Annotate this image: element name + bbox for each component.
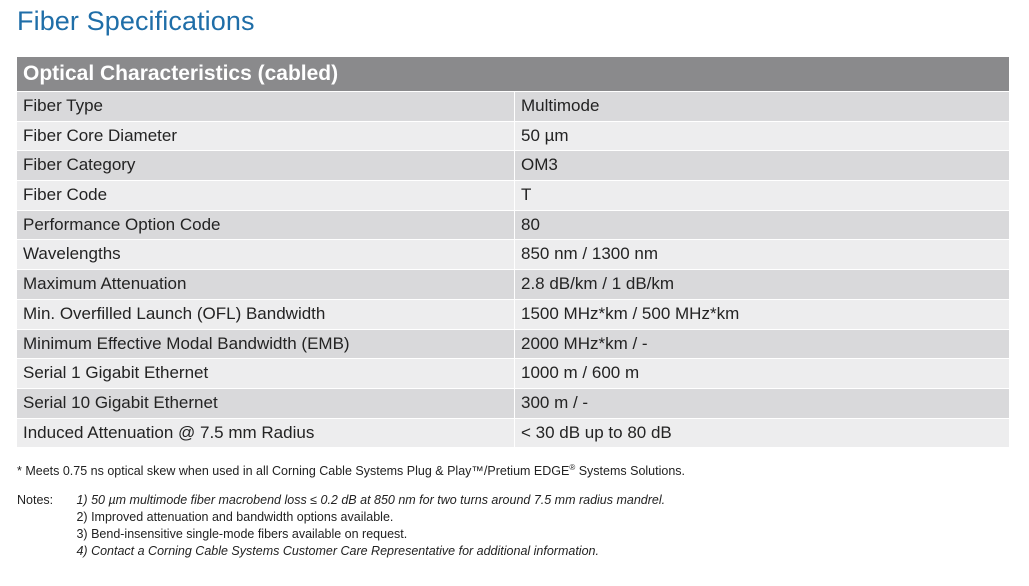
table-header: Optical Characteristics (cabled) <box>17 57 1009 91</box>
row-value: T <box>514 181 1009 210</box>
footnote-text-end: Systems Solutions. <box>575 464 686 479</box>
row-label: Maximum Attenuation <box>23 274 187 294</box>
note-item: 1) 50 µm multimode fiber macrobend loss ≤ 0.2 dB at 850 nm for two turns around 7.5 mm radius mandrel. <box>76 493 666 507</box>
table-row <box>17 329 1009 359</box>
row-label: Serial 10 Gigabit Ethernet <box>23 392 218 412</box>
optical-characteristics-table <box>17 57 1009 447</box>
table-row <box>17 358 1009 388</box>
row-label: Induced Attenuation @ 7.5 mm Radius <box>23 422 315 442</box>
table-row <box>17 150 1009 180</box>
row-label: Fiber Category <box>23 155 136 175</box>
notes-list <box>76 492 665 560</box>
row-value: 1000 m / 600 m <box>514 359 1009 388</box>
row-label: Fiber Type <box>23 96 104 115</box>
row-label: Performance Option Code <box>23 214 221 234</box>
table-row <box>17 269 1009 299</box>
footnote-text: * Meets 0.75 ns optical skew when used in all Corning Cable Systems Plug & Play™/Pretium EDGE <box>17 464 570 479</box>
notes-label: Notes: <box>17 493 54 507</box>
note-item: 3) Bend-insensitive single-mode fibers available on request. <box>76 527 408 541</box>
row-value: < 30 dB up to 80 dB <box>514 419 1009 448</box>
row-value: 2.8 dB/km / 1 dB/km <box>514 270 1009 299</box>
row-label: Wavelengths <box>23 244 121 264</box>
footnote <box>17 463 685 478</box>
table-row <box>17 299 1009 329</box>
table-row <box>17 210 1009 240</box>
registered-mark: ® <box>569 463 576 472</box>
table-row <box>17 239 1009 269</box>
row-label: Serial 1 Gigabit Ethernet <box>23 363 209 383</box>
table-row <box>17 418 1009 448</box>
row-value: Multimode <box>514 92 1009 121</box>
table-row <box>17 180 1009 210</box>
table-row <box>17 388 1009 418</box>
row-label: Min. Overfilled Launch (OFL) Bandwidth <box>23 303 326 323</box>
notes-section <box>17 492 665 560</box>
row-value: OM3 <box>514 151 1009 180</box>
row-label: Fiber Code <box>23 185 108 205</box>
row-label: Minimum Effective Modal Bandwidth (EMB) <box>23 333 350 353</box>
row-value: 300 m / - <box>514 389 1009 418</box>
table-row <box>17 91 1009 121</box>
note-item: 2) Improved attenuation and bandwidth options available. <box>76 510 394 524</box>
row-value: 1500 MHz*km / 500 MHz*km <box>514 300 1009 329</box>
row-value: 2000 MHz*km / - <box>514 330 1009 359</box>
row-value: 50 µm <box>514 122 1009 151</box>
row-value: 80 <box>514 211 1009 240</box>
table-row <box>17 121 1009 151</box>
page-title: Fiber Specifications <box>17 6 255 36</box>
note-item: 4) Contact a Corning Cable Systems Customer Care Representative for additional information. <box>76 544 599 558</box>
row-value: 850 nm / 1300 nm <box>514 240 1009 269</box>
row-label: Fiber Core Diameter <box>23 125 177 145</box>
